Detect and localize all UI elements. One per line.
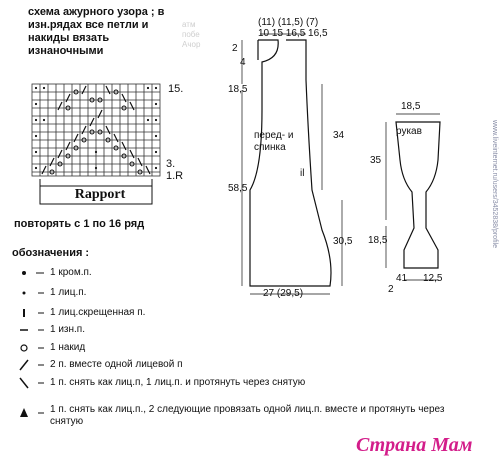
legend-row xyxy=(14,403,454,433)
body-schematic xyxy=(222,10,372,310)
header-line-4: изнаночными xyxy=(28,45,104,57)
header-line-1: схема ажурного узора ; в xyxy=(28,6,165,18)
triangle-icon xyxy=(14,406,44,420)
dash-icon xyxy=(14,323,44,337)
legend-text: 1 п. снять как лиц.п., 2 следующие провязать одной лиц.п. вместе и протянуть через снятую xyxy=(50,404,445,427)
legend-row xyxy=(14,358,344,372)
site-logo-text: Страна Мам xyxy=(356,434,473,456)
sleeve-dim-bottom-1: 41 xyxy=(396,273,408,284)
legend-text: 1 накид xyxy=(50,342,86,353)
header-line-2: изн.рядах все петли и xyxy=(28,19,149,31)
body-dim-2: 2 xyxy=(232,43,238,54)
pattern-header xyxy=(28,6,203,58)
legend-text: 1 изн.п. xyxy=(50,324,86,335)
sleeve-dim-18-5: 18,5 xyxy=(368,235,388,246)
faint-background-text: атм побе Ачор xyxy=(182,20,201,49)
body-outline xyxy=(250,40,331,286)
watermark-text: www.liveinternet.ru/users/3452838/profile xyxy=(491,120,498,249)
chart-row-label-15: 15. xyxy=(168,83,184,95)
edge-stitch-icon xyxy=(14,266,44,280)
twisted-stitch-icon xyxy=(14,306,44,320)
legend-text: 1 лиц.п. xyxy=(50,287,87,298)
header-line-3: накиды вязать xyxy=(28,32,110,44)
legend-row xyxy=(14,323,334,337)
rapport-label: Rapport xyxy=(74,187,126,202)
right-slant-icon xyxy=(14,358,44,372)
dot-icon xyxy=(14,286,44,300)
body-top-dims: (11) (11,5) (7) xyxy=(258,17,319,28)
sleeve-dimension-lines xyxy=(386,114,440,280)
chart-grid xyxy=(32,84,160,176)
sleeve-dim-bottom-2: 12,5 xyxy=(423,273,443,284)
body-dim-30-5: 30,5 xyxy=(333,236,353,247)
sleeve-schematic xyxy=(378,100,488,300)
body-dim-4: 4 xyxy=(240,57,246,68)
body-dim-18-5: 18,5 xyxy=(228,84,248,95)
sleeve-dim-top: 18,5 xyxy=(401,101,421,112)
sleeve-piece-label: рукав xyxy=(396,126,422,137)
sleeve-dim-bottom-3: 2 xyxy=(388,284,394,295)
body-piece-label: перед- и спинка xyxy=(254,130,294,153)
legend-text: 1 лиц.скрещенная п. xyxy=(50,307,146,318)
watermark xyxy=(489,120,499,290)
body-marker-il: il xyxy=(300,168,305,179)
legend-text: 1 п. снять как лиц.п, 1 лиц.п. и протянуть через снятую xyxy=(50,377,306,388)
legend-text: 2 п. вместе одной лицевой п xyxy=(50,359,183,370)
legend-text: 1 кром.п. xyxy=(50,267,92,278)
sleeve-dim-35: 35 xyxy=(370,155,382,166)
chart-row-label-1: 1.R xyxy=(166,170,184,182)
legend-row xyxy=(14,341,334,355)
body-top-dims-2: 10 15 16,5 16,5 xyxy=(258,28,328,39)
body-dim-58-5: 58,5 xyxy=(228,183,248,194)
circle-icon xyxy=(14,341,44,355)
chart-row-label-3: 3. xyxy=(166,158,176,170)
body-dim-34: 34 xyxy=(333,130,345,141)
body-dim-bottom: 27 (29,5) xyxy=(263,288,304,299)
legend-title: обозначения : xyxy=(12,247,90,259)
left-slant-icon xyxy=(14,376,44,390)
legend-row xyxy=(14,376,394,390)
repeat-note: повторять с 1 по 16 ряд xyxy=(14,218,145,230)
site-logo xyxy=(356,434,496,460)
sleeve-outline xyxy=(396,122,440,268)
